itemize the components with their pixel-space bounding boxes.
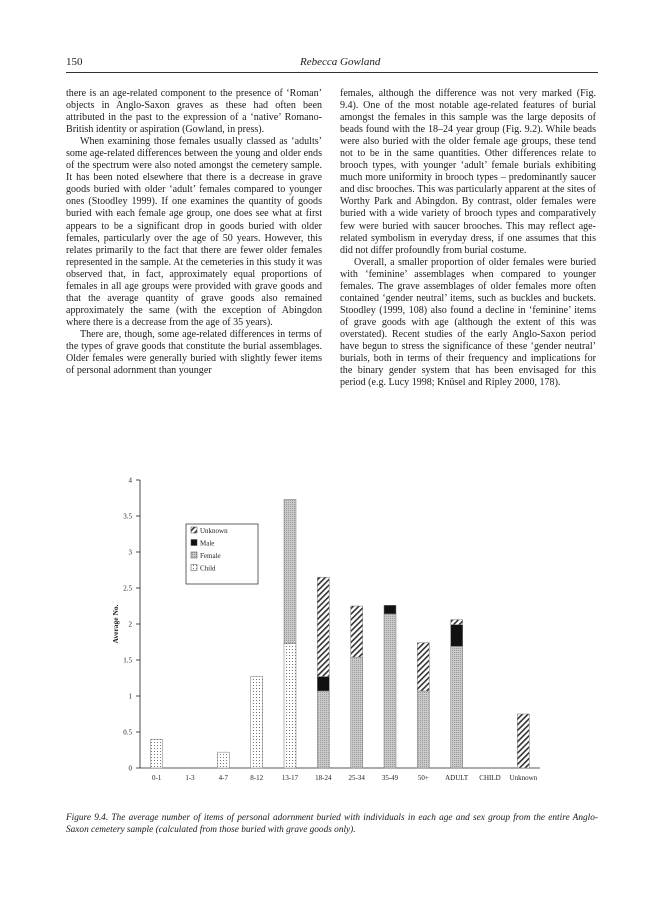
bar-male-35-49: [384, 605, 396, 614]
x-tick-label: 50+: [417, 774, 429, 782]
page-number: 150: [66, 56, 83, 68]
left-column: [66, 88, 322, 377]
bar-female-50+: [417, 691, 429, 768]
x-tick-label: 25-34: [348, 774, 365, 782]
right-paragraph-2: Overall, a smaller proportion of older females were buried with ‘feminine’ assemblages when compared to younger females. The grave assemblages of older females more often contained ‘gender neutral’ items, such as buckles and buckets. Stoodley (1999, 108) also found a decline in ‘feminine’ items of grave goods with age (although the extent of this was overstated). Recent studies of the early Anglo-Saxon period have begun to stress the significance of these ‘gender neutral’ burials, both in terms of their frequency and implications for the binary gender system that has been envisaged for this period (e.g. Lucy 1998; Knüsel and Ripley 2000, 178).: [340, 256, 596, 389]
left-paragraph-1: there is an age-related component to the presence of ‘Roman’ objects in Anglo-Saxon graves as these had often been attributed in the past to the expression of a ‘native’ Romano-British identity or aspiration (Gowland, in press).: [66, 88, 322, 136]
bar-child-4-7: [217, 752, 229, 768]
y-tick-label: 1: [128, 692, 132, 701]
bar-male-ADULT: [451, 625, 463, 647]
x-tick-label: 4-7: [218, 774, 229, 782]
figure-9-4: [66, 468, 598, 804]
x-tick-label: CHILD: [479, 774, 501, 782]
bar-unknown-ADULT: [451, 620, 463, 625]
legend-label-child: Child: [200, 564, 216, 573]
header-rule: [66, 72, 598, 73]
y-tick-label: 0.5: [123, 728, 132, 737]
legend-label-female: Female: [200, 552, 221, 560]
bar-chart: [66, 468, 598, 804]
bar-unknown-18-24: [317, 577, 329, 676]
legend-label-male: Male: [200, 539, 215, 548]
bar-female-35-49: [384, 614, 396, 768]
x-tick-label: Unknown: [509, 774, 538, 782]
bar-unknown-25-34: [351, 606, 363, 657]
y-tick-label: 1.5: [123, 656, 132, 665]
right-paragraph-1: females, although the difference was not very marked (Fig. 9.4). One of the most notable age-related features of burial amongst the females in this sample was the large deposits of beads found with the 18–24 year group (Fig. 9.2). While beads were also buried with the older female age groups, these tend not to be in the same quantities. Other differences relate to brooch types, with younger ‘adult’ female burials exhibiting much more uniformity in brooch types – predominantly saucer and disc brooches. This was particularly apparent at the sites of Worthy Park and Abingdon. By contrast, older females were buried with a wide variety of brooch types and comparatively few were buried with saucer brooches. This may reflect age-related symbolism in everyday dress, if one assumes that this did not differ profoundly from burial costume.: [340, 88, 596, 256]
left-paragraph-3: There are, though, some age-related differences in terms of the types of grave goods that constitute the burial assemblages. Older females were generally buried with slightly fewer items of personal adornment than younger: [66, 328, 322, 377]
legend-label-unknown: Unknown: [200, 527, 228, 535]
legend-swatch-child: [191, 565, 197, 571]
bar-male-18-24: [317, 677, 329, 691]
bar-unknown-Unknown: [517, 714, 529, 768]
bar-female-13-17: [284, 499, 296, 643]
y-tick-label: 3.5: [123, 512, 132, 521]
y-tick-label: 4: [128, 476, 132, 485]
x-tick-label: 13-17: [281, 774, 299, 782]
y-axis-label: Average No.: [111, 604, 120, 644]
bar-child-0-1: [151, 739, 163, 768]
bar-child-13-17: [284, 643, 296, 768]
legend-swatch-male: [191, 540, 197, 546]
bar-child-8-12: [251, 677, 263, 768]
bar-unknown-50+: [417, 643, 429, 691]
x-tick-label: 35-49: [381, 774, 399, 782]
x-tick-label: 1-3: [185, 774, 195, 782]
y-tick-label: 3: [128, 548, 132, 557]
bar-female-25-34: [351, 657, 363, 768]
bar-female-18-24: [317, 691, 329, 768]
right-column: [340, 88, 596, 389]
y-tick-label: 2: [128, 620, 132, 629]
x-tick-label: ADULT: [445, 774, 469, 782]
y-tick-label: 0: [128, 764, 132, 773]
bar-female-ADULT: [451, 646, 463, 768]
legend-swatch-unknown: [191, 527, 197, 533]
left-paragraph-2: When examining those females usually classed as ‘adults’ some age-related differences between the young and older ends of the spectrum were also noted amongst the cemetery sample. It has been noted elsewhere that there is a decrease in grave goods buried with older ‘adult’ females compared to younger ones (Stoodley 1999). If one examines the quantity of goods buried with each female age group, one does see what at first appears to be a significant drop in goods buried with older females, particularly over the age of 50 years. However, this relates primarily to the fact that there are fewer older females represented in the sample. At the cemeteries in this study it was observed that, in fact, approximately equal proportions of females in all age groups were provided with grave goods and that the average quantity of grave goods also remained approximately the same (with the exception of Abingdon where there is a decrease from the age of 35 years).: [66, 136, 322, 328]
figure-caption: Figure 9.4. The average number of items of personal adornment buried with individuals in each age and sex group from the entire Anglo-Saxon cemetery sample (calculated from those buried with grave goods only).: [66, 813, 598, 835]
running-head: Rebecca Gowland: [300, 56, 381, 68]
x-tick-label: 8-12: [250, 774, 264, 782]
x-tick-label: 0-1: [151, 774, 162, 782]
y-tick-label: 2.5: [123, 584, 132, 593]
x-tick-label: 18-24: [315, 774, 332, 782]
legend-swatch-female: [191, 552, 197, 558]
